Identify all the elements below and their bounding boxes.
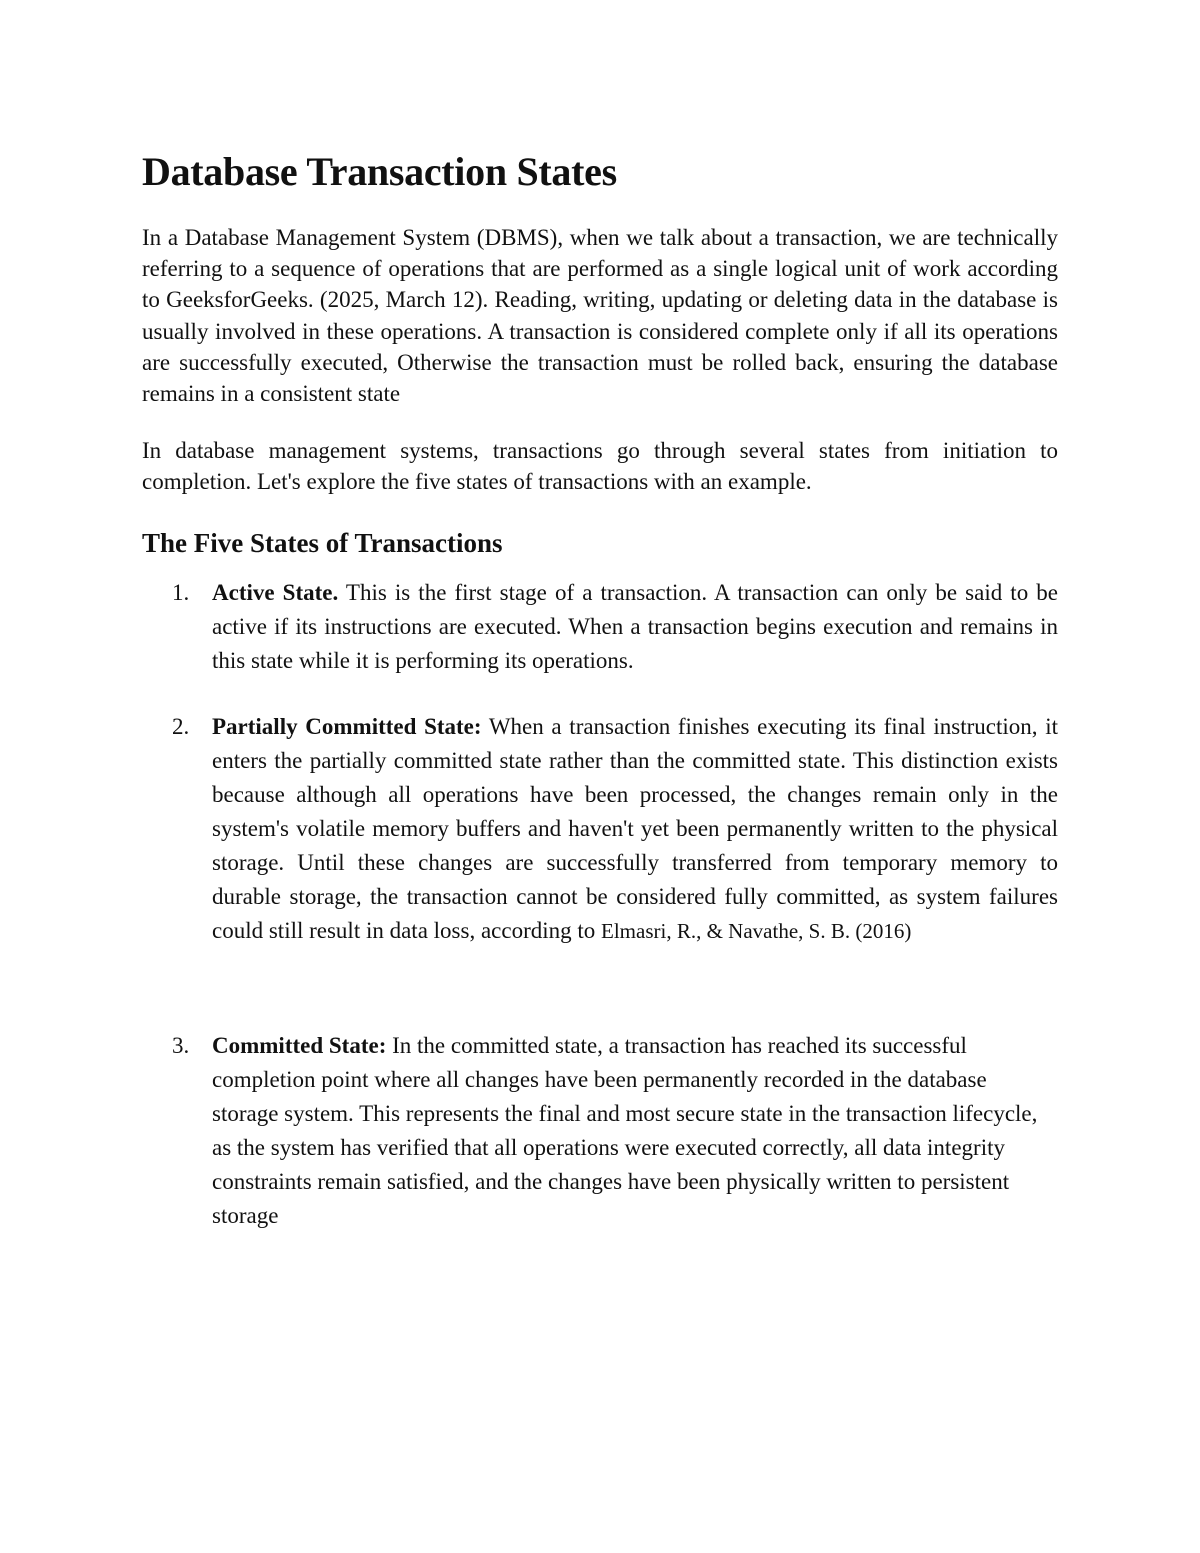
- intro-paragraph-1: In a Database Management System (DBMS), when we talk about a transaction, we are technically referring to a sequence of operations that are performed as a single logical unit of work according to GeeksforGeeks. (2025, March 12). Reading, writing, updating or deleting data in the database is usually involved in these operations. A transaction is considered complete only if all its operations are successfully executed, Otherwise the transaction must be rolled back, ensuring the database remains in a consistent state: [142, 225, 1058, 407]
- list-item-number: 2.: [172, 713, 190, 739]
- list-item-number: 1.: [172, 579, 190, 605]
- list-item: [142, 1029, 1058, 1233]
- list-item-body: [212, 576, 1058, 678]
- document-title: Database Transaction States: [142, 149, 617, 194]
- state-description: This is the first stage of a transaction. A transaction can only be said to be active if its instructions are executed. When a transaction begins execution and remains in this state while it is performing its operations.: [212, 579, 1058, 673]
- states-list: [142, 576, 1058, 1233]
- list-item-number: 3.: [172, 1032, 190, 1058]
- citation: Elmasri, R., & Navathe, S. B. (2016): [601, 918, 912, 943]
- list-item-body: [212, 710, 1058, 948]
- state-name: Partially Committed State:: [212, 713, 482, 739]
- state-name: Committed State:: [212, 1032, 387, 1058]
- list-item: [142, 576, 1058, 678]
- document-page: [142, 144, 1058, 1233]
- list-item: [142, 710, 1058, 948]
- intro-paragraph-2: In database management systems, transactions go through several states from initiation to completion. Let's explore the five states of transactions with an example.: [142, 438, 1058, 495]
- state-description: In the committed state, a transaction has reached its successful completion point where all changes have been permanently recorded in the database storage system. This represents the final and most secure state in the transaction lifecycle, as the system has verified that all operations were executed correctly, all data integrity constraints remain satisfied, and the changes have been physically written to persistent storage: [212, 1032, 1038, 1228]
- state-name: Active State.: [212, 579, 339, 605]
- state-description: When a transaction finishes executing its final instruction, it enters the partially committed state rather than the committed state. This distinction exists because although all operations have been processed, the changes remain only in the system's volatile memory buffers and haven't yet been permanently written to the physical storage. Until these changes are successfully transferred from temporary memory to durable storage, the transaction cannot be considered fully committed, as system failures could still result in data loss, according to: [212, 713, 1059, 943]
- list-item-body: [212, 1029, 1052, 1233]
- section-heading: The Five States of Transactions: [142, 527, 503, 558]
